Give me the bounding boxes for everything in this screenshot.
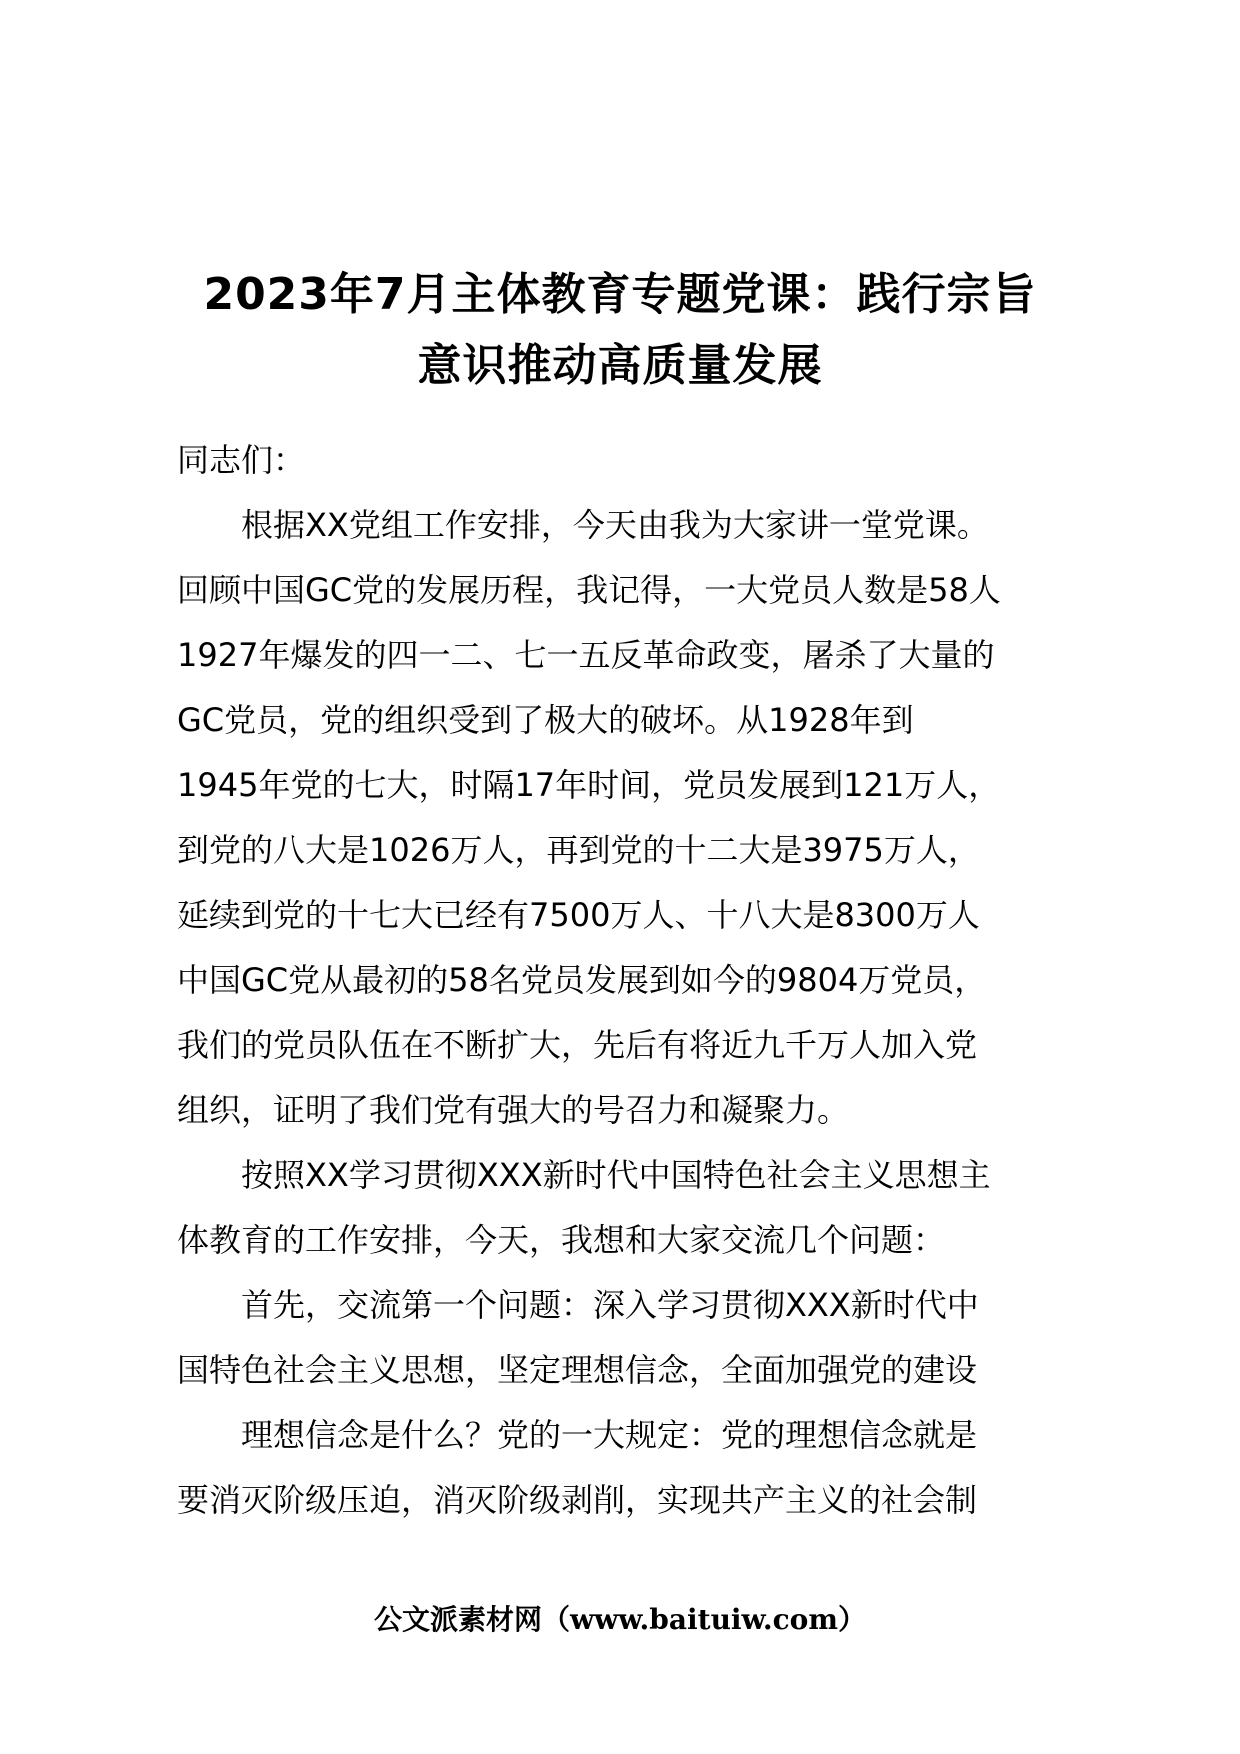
body-line: 1945年党的七大，时隔17年时间，党员发展到121万人， [177,766,1001,804]
body-line: 1927年爆发的四一二、七一五反革命政变，屠杀了大量的 [177,636,995,674]
body-line: 我们的党员队伍在不断扩大，先后有将近九千万人加入党 [177,1026,978,1064]
body-line: 回顾中国GC党的发展历程，我记得，一大党员人数是58人 [177,571,1001,609]
body-line: 组织，证明了我们党有强大的号召力和凝聚力。 [177,1091,850,1129]
footer-source: 公文派素材网（www.baituiw.com） [374,1603,866,1636]
body-line: 中国GC党从最初的58名党员发展到如今的9804万党员， [177,961,987,999]
body-line: 延续到党的十七大已经有7500万人、十八大是8300万人 [177,896,980,934]
body-line: 理想信念是什么？党的一大规定：党的理想信念就是 [241,1416,978,1454]
salutation: 同志们： [177,441,306,479]
document-title-line-2: 意识推动高质量发展 [417,340,823,391]
body-line: 要消灭阶级压迫，消灭阶级剥削，实现共产主义的社会制 [177,1481,978,1519]
body-line: 首先，交流第一个问题：深入学习贯彻XXX新时代中 [241,1286,979,1324]
document-title-line-1: 2023年7月主体教育专题党课：践行宗旨 [203,269,1037,320]
body-line: GC党员，党的组织受到了极大的破坏。从1928年到 [177,701,914,739]
body-line: 到党的八大是1026万人，再到党的十二大是3975万人， [177,831,980,869]
body-line: 体教育的工作安排，今天，我想和大家交流几个问题： [177,1221,946,1259]
body-line: 按照XX学习贯彻XXX新时代中国特色社会主义思想主 [241,1156,991,1194]
body-line: 根据XX党组工作安排，今天由我为大家讲一堂党课。 [241,506,989,544]
body-line: 国特色社会主义思想，坚定理想信念，全面加强党的建设 [177,1351,978,1389]
